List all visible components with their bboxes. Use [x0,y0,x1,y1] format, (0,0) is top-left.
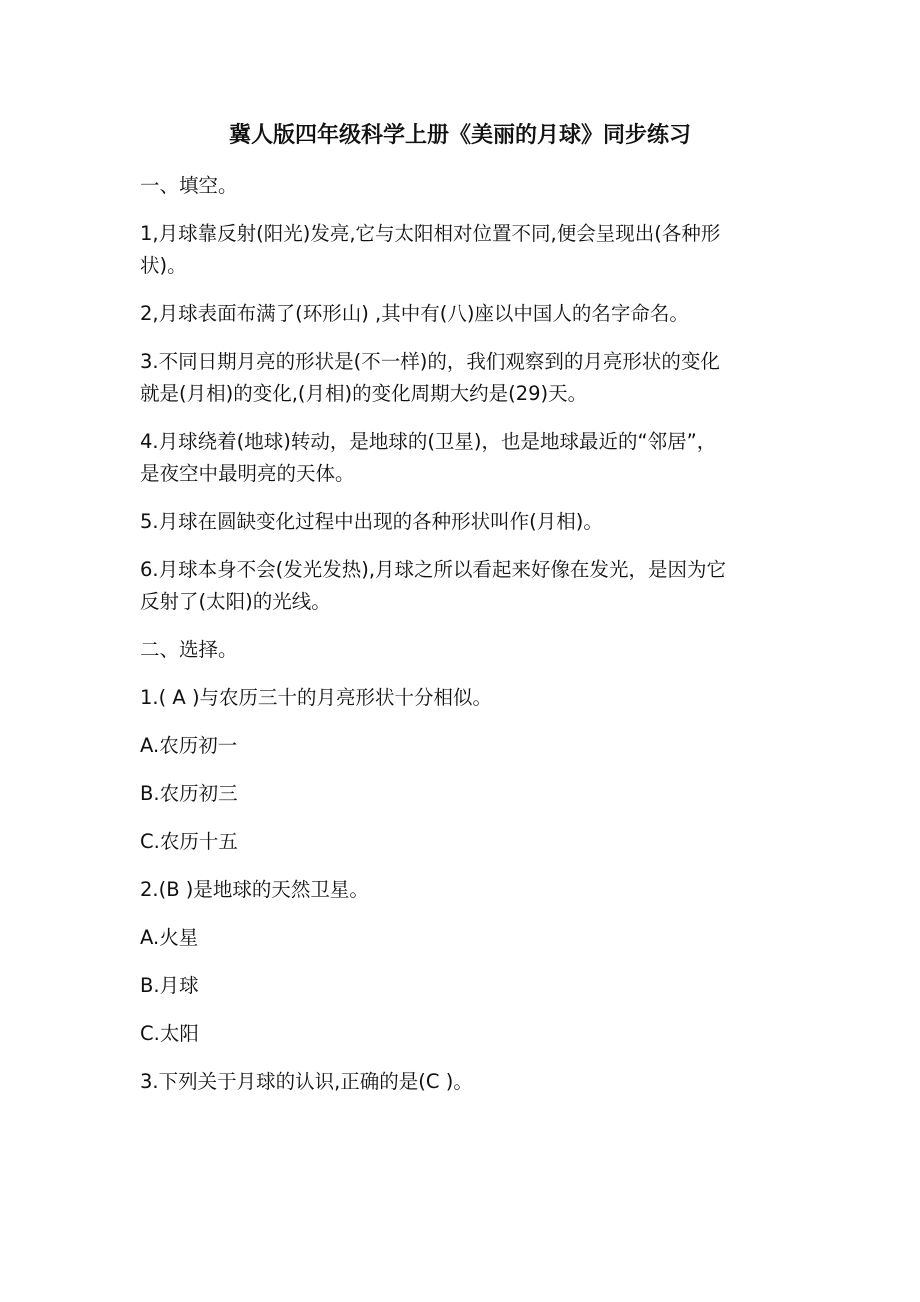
choice-question-1-stem: 1.( A )与农历三十的月亮形状十分相似。 [140,686,493,709]
item-line: 3.不同日期月亮的形状是(不一样)的，我们观察到的月亮形状的变化 [140,350,720,373]
choice-option: A.火星 [140,926,199,949]
choice-option: C.太阳 [140,1022,199,1045]
section-heading-choice: 二、选择。 [140,638,238,661]
fill-in-item-5 [140,506,790,538]
choice-question-3-stem: 3.下列关于月球的认识,正确的是(C )。 [140,1070,473,1093]
section-heading-fill-in: 一、填空。 [140,174,238,197]
item-line: 1,月球靠反射(阳光)发亮,它与太阳相对位置不同,便会呈现出(各种形 [140,222,721,245]
fill-in-item-3 [140,346,790,410]
item-line: 是夜空中最明亮的天体。 [140,462,355,485]
item-line: 状)。 [140,254,187,277]
fill-in-item-2 [140,298,790,330]
fill-in-item-6 [140,554,790,618]
choice-option: C.农历十五 [140,830,238,853]
document-title: 冀人版四年级科学上册《美丽的月球》同步练习 [228,123,691,148]
choice-option: B.农历初三 [140,782,238,805]
choice-question-2-stem: 2.(B )是地球的天然卫星。 [140,878,369,901]
item-line: 反射了(太阳)的光线。 [140,590,331,613]
item-line: 4.月球绕着(地球)转动，是地球的(卫星)，也是地球最近的“邻居”， [140,430,717,453]
item-line: 2,月球表面布满了(环形山) ,其中有(八)座以中国人的名字命名。 [140,302,689,325]
fill-in-item-4 [140,426,790,490]
choice-option: B.月球 [140,974,199,997]
fill-in-item-1 [140,218,790,282]
item-line: 就是(月相)的变化,(月相)的变化周期大约是(29)天。 [140,382,588,405]
document-body [140,170,790,1114]
choice-option: A.农历初一 [140,734,238,757]
item-line: 6.月球本身不会(发光发热),月球之所以看起来好像在发光，是因为它 [140,558,727,581]
item-line: 5.月球在圆缺变化过程中出现的各种形状叫作(月相)。 [140,510,603,533]
